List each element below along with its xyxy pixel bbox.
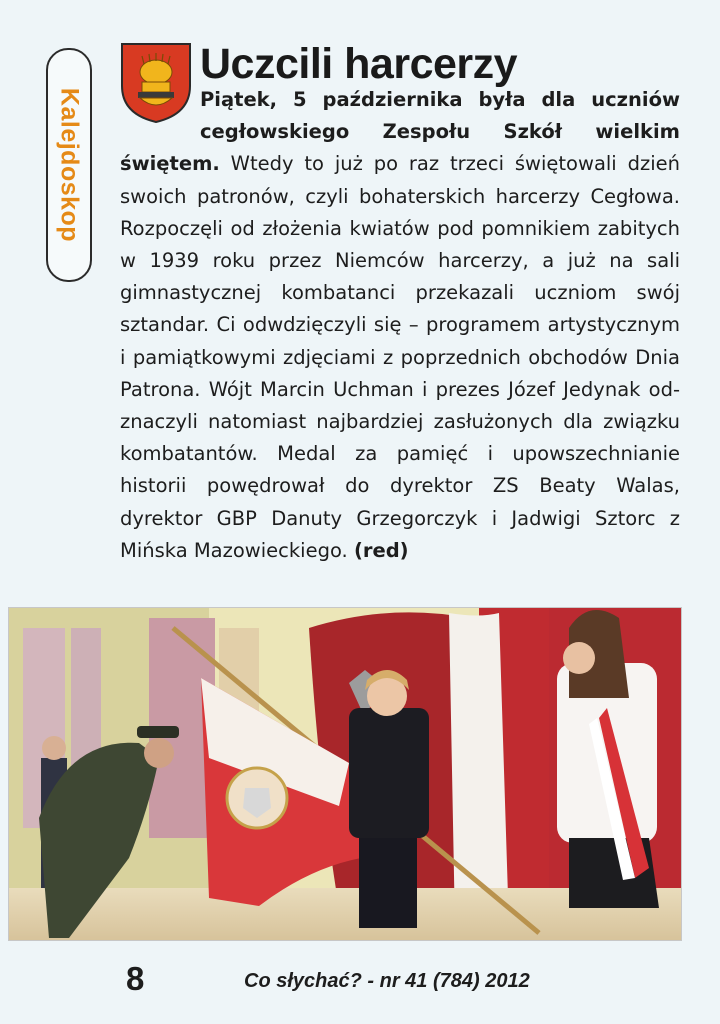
page-number: 8	[126, 960, 145, 997]
article-lead: Piątek, 5 października była dla uczniów cegłowskiego Zespołu Szkół wielkim świętem.	[120, 88, 680, 176]
article-headline: Uczcili harcerzy	[200, 40, 518, 88]
article-text: Wtedy to już po raz trzeci świętowali dzień swoich patronów, czyli bohaterskich harcerzy Cegłowa. Rozpoczęli od złożenia kwiatów pod pomnikiem zabitych w 1939 roku przez Niemców harcerzy, a już na sali gimnastycznej kombatanci przekazali uczniom swój sztandar. Ci odwdzięczyli się – programem artystycznym i pamiątkowymi zdjęciami z poprzednich obchodów Dnia Patrona. Wójt Marcin Uchman i prezes Józef Jedynak odznaczyli natomiast najbardziej zasłużonych dla związku kombatantów. Medal za pamięć i upowszechnianie historii powędrował do dyrektor ZS Beaty Walas, dyrektor GBP Danuty Grzegorczyk i Jadwigi Sztorc z Mińska Mazowieckiego.	[120, 152, 680, 562]
section-tab-label: Kalejdoskop	[55, 87, 84, 243]
article-signature: (red)	[353, 538, 409, 562]
section-tab	[46, 48, 92, 282]
article-body	[120, 84, 680, 567]
publication-title: Co słychać? - nr 41 (784) 2012	[244, 970, 530, 992]
ceremony-photo	[8, 607, 682, 941]
